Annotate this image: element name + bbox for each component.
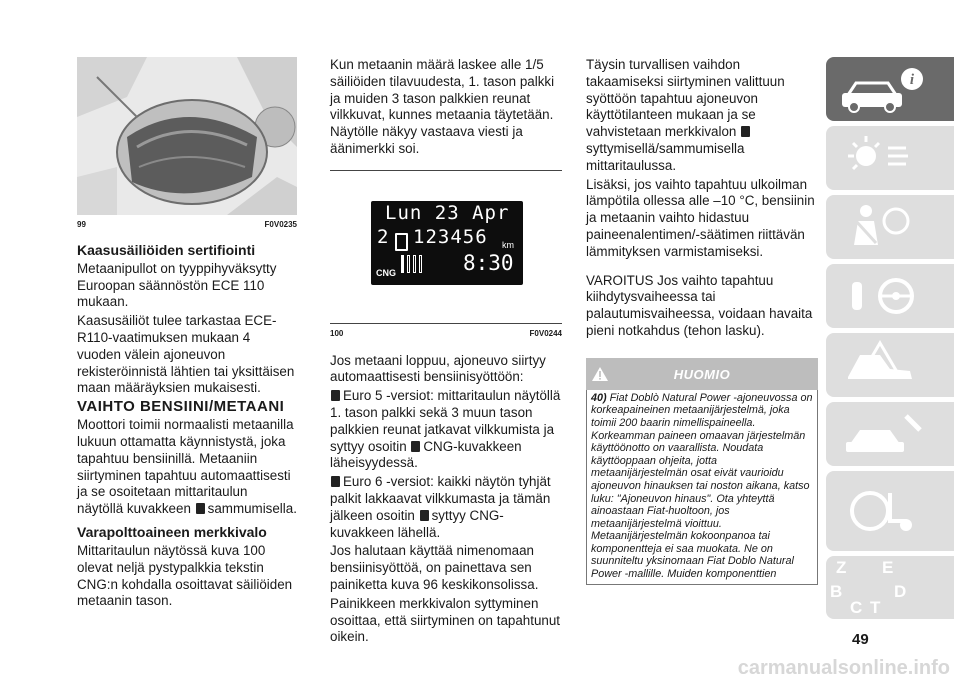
tab-index[interactable] [826,556,954,619]
figure-caption [77,217,297,234]
car-info-icon [826,57,954,121]
tab-letter: Z [836,558,847,577]
paragraph: Jos metaani loppuu, ajoneuvo siirtyy automaattisesti bensiinisyöttöön: [330,352,546,385]
paragraph: Euro 6 -versiot: kaikki näytön tyhjät palkit lakkaavat vilkkumasta ja tämän jälkeen osoitin syttyy CNG-kuvakkeen lähellä. [330,474,551,540]
paragraph: Lisäksi, jos vaihto tapahtuu ulkoilman lämpötila ollessa alle –10 °C, bensiinin ja metaanin vaihto hidastuu paineenalentimen/-säätimen riittävän lämmityksen varmistamiseksi. [586,176,815,259]
tab-letter: E [882,558,894,577]
paragraph: Euro 5 -versiot: mittaritaulun näytöllä 1. tason palkki sekä 3 muun tason palkkien reunat jatkavat vilkkumista ja syttyy osoitin CNG-kuvakkeen läheisyydessä. [330,388,561,471]
heading-switch: VAIHTO BENSIINI/METAANI [77,398,285,416]
fuel-pump-icon [411,441,420,452]
column-2 [330,57,562,648]
tab-maintenance[interactable] [826,402,954,466]
note-body [586,390,818,585]
column-1 [77,57,297,612]
tab-letter: B [830,582,843,601]
sun-lights-icon [826,126,954,190]
display-gear: 2 [377,225,389,248]
display-unit: km [502,239,514,250]
heading-reserve-light: Varapolttoaineen merkkivalo [77,523,267,540]
paragraph: Mittaritaulun näytössä kuva 100 olevat neljä pystypalkkia tekstin CNG:n kohdalla osoittavat säiliöiden metaanin tason. [77,542,293,609]
tab-letter: C [850,598,863,617]
figure-code: F0V0235 [264,220,297,229]
fuel-pump-icon [420,510,429,521]
page-number: 49 [852,631,869,648]
figure-100 [330,171,562,321]
warning-paragraph: VAROITUS Jos vaihto tapahtuu kiihdytysvaiheessa tai palautumisvaiheessa, voidaan havaita pieni notkahdus (tehon lasku). [586,272,813,338]
gas-tank-illustration [77,57,297,215]
tab-letter: T [870,598,881,617]
note-title: HUOMIO [673,366,731,382]
paragraph: Moottori toimii normaalisti metaanilla lukuun ottamatta käynnistystä, joka tapahtuu bensiinillä. Metaaniin siirtyminen tapahtuu automaattisesti ja se osoitetaan mittaritaulun näytöllä kuvakkeen sammumisella. [77,417,297,517]
figure-number: 99 [77,220,86,229]
tab-emergency[interactable] [826,333,954,397]
paragraph: Kun metaanin määrä laskee alle 1/5 säiliöiden tilavuudesta, 1. tason palkki ja muiden 3 tason palkkien reunat vilkkuvat, kunnes metaania täytetään. Näytölle näkyy vastaava viesti ja äänimerkki soi. [330,57,555,156]
heading-certification: Kaasusäiliöiden sertifiointi [77,241,256,258]
seatbelt-airbag-icon [826,195,954,259]
wrench-car-icon [826,402,954,466]
svg-text:i: i [909,72,915,88]
tab-car-info[interactable] [826,57,954,121]
tab-multimedia[interactable] [826,471,954,551]
steering-wheel-icon [826,264,954,328]
fuel-pump-icon [331,476,340,487]
note-number: 40) [591,391,607,404]
paragraph: Kaasusäiliöt tulee tarkastaa ECE-R110-vaatimuksen mukaan 4 vuoden välein ajoneuvon rekisteröinnistä lähtien tai yksittäisen maan määräyksien mukaisesti. [77,313,295,396]
note-text: Fiat Doblò Natural Power -ajoneuvossa on korkeapaineinen metaanijärjestelmä, joka toimii 200 baarin nimellispaineella. Korkeamman paineen omaavan järjestelmän käyttöönotto on vaarallista. Noudata käyttöoppaan ohjeita, jotta metaanijärjestelmän osat eivät vaurioidu ajoneuvon hinauksen tai noston aikana, katso luku: "Ajoneuvon hinaus". Ota yhteyttä ainoastaan Fiat-huoltoon, jos metaanijärjestelmä vioittuu. Metaanijärjestelmän kokoonpanoa tai komponentteja ei saa muokata. Ne on suunniteltu yksinomaan Fiat Doblo Natural Power -mallille. Muiden komponenttien [591,391,813,581]
display-cng-label: CNG [376,267,396,278]
note-box [586,358,818,585]
paragraph: Metaanipullot on tyyppihyväksytty Euroopan säännöstön ECE 110 mukaan. [77,260,277,310]
watermark: carmanualsonline.info [737,657,950,679]
tab-letter: D [894,582,907,601]
figure-code: F0V0244 [529,328,562,338]
fuel-pump-icon [331,390,340,401]
tab-driving[interactable] [826,264,954,328]
cng-level-bars [401,255,422,273]
column-3 [586,57,818,585]
figure-caption [330,323,562,343]
fuel-pump-icon [196,503,205,514]
paragraph: Painikkeen merkkivalon syttyminen osoittaa, että siirtyminen on tapahtunut oikein. [330,595,561,645]
paragraph: Jos halutaan käyttää nimenomaan bensiinisyöttöä, on painettava sen painiketta kuva 96 keskikonsolissa. [330,543,539,592]
tab-lights[interactable] [826,126,954,190]
tab-safety[interactable] [826,195,954,259]
display-time: 8:30 [463,250,514,275]
fuel-pump-icon [395,233,408,251]
emergency-warning-icon [826,333,954,397]
multimedia-icon [826,471,954,551]
figure-number: 100 [330,328,344,338]
display-date: Lun 23 Apr [385,201,510,224]
fuel-pump-icon [741,126,750,137]
display-odometer: 123456 [413,225,488,248]
figure-99 [77,57,297,215]
note-header [586,358,818,390]
paragraph: Täysin turvallisen vaihdon takaamiseksi siirtyminen valittuun syöttöön tapahtuu ajoneuvon käyttötilanteen mukaan ja se vahvistetaan merkkivalon syttymisellä/sammumisella mittaritaulussa. [586,57,785,173]
cluster-display [371,201,523,285]
